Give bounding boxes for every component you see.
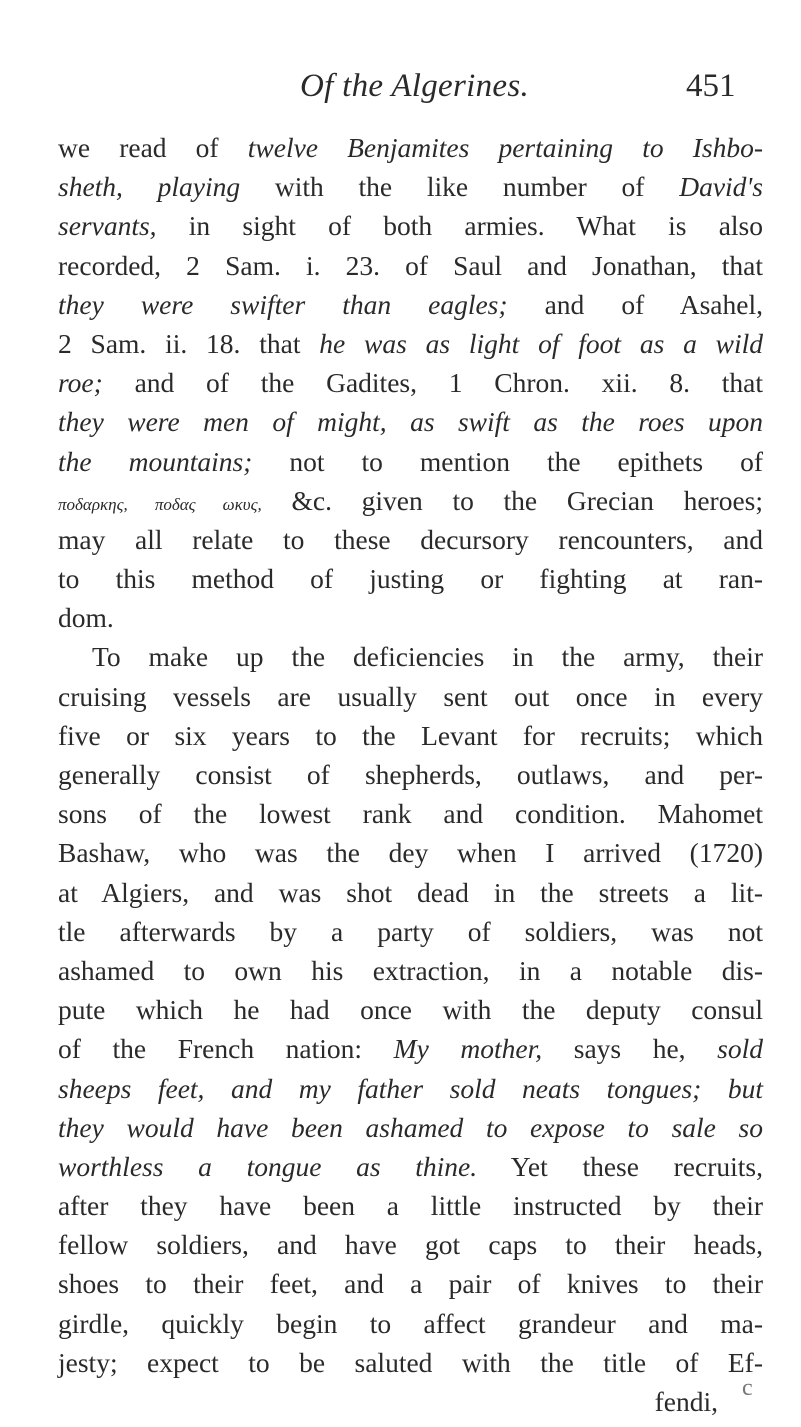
text-line bbox=[58, 637, 763, 676]
text-line bbox=[58, 324, 763, 363]
italic-text: the mountains; bbox=[58, 445, 253, 477]
text-line bbox=[58, 598, 763, 637]
italic-text: they would have been ashamed to expose to sale so bbox=[58, 1111, 763, 1143]
text-run: pute which he had once with the deputy consul bbox=[58, 994, 763, 1026]
text-run: says he, bbox=[542, 1033, 718, 1065]
text-line bbox=[58, 912, 763, 951]
text-line bbox=[58, 442, 763, 481]
text-run: girdle, quickly begin to affect grandeur and ma- bbox=[58, 1307, 763, 1339]
text-run: not to mention the epithets of bbox=[252, 445, 763, 477]
text-run: sons of the lowest rank and condition. Mahomet bbox=[58, 798, 763, 830]
text-line bbox=[58, 128, 763, 167]
text-run: recorded, 2 Sam. i. 23. of Saul and Jonathan, that bbox=[58, 249, 763, 281]
text-line bbox=[58, 677, 763, 716]
italic-text: worthless a tongue as thine. bbox=[58, 1150, 478, 1182]
italic-text: they were swifter than eagles; bbox=[58, 288, 508, 320]
text-run: ashamed to own his extraction, in a notable dis- bbox=[58, 954, 763, 986]
text-run: we read of bbox=[58, 132, 248, 163]
text-line bbox=[58, 990, 763, 1029]
text-run: dom. bbox=[58, 602, 114, 634]
text-run: may all relate to these decursory rencounters, and bbox=[58, 523, 763, 555]
text-run: in sight of both armies. What is also bbox=[156, 210, 763, 242]
text-run: fellow soldiers, and have got caps to their heads, bbox=[58, 1229, 763, 1261]
text-line bbox=[58, 206, 763, 245]
text-line bbox=[58, 833, 763, 872]
italic-text: servants, bbox=[58, 210, 157, 242]
italic-text: twelve Benjamites pertaining to Ishbo- bbox=[247, 132, 764, 163]
text-line bbox=[58, 1304, 763, 1343]
text-line bbox=[58, 1264, 763, 1303]
text-line bbox=[58, 873, 763, 912]
text-run: of the French nation: bbox=[58, 1033, 394, 1065]
text-run: cruising vessels are usually sent out once in every bbox=[58, 680, 763, 712]
text-run: after they have been a little instructed by their bbox=[58, 1190, 763, 1222]
text-line bbox=[58, 1225, 763, 1264]
text-line bbox=[58, 755, 763, 794]
text-run: shoes to their feet, and a pair of knives to their bbox=[58, 1268, 763, 1300]
text-line bbox=[58, 363, 763, 402]
text-line bbox=[58, 794, 763, 833]
italic-text: they were men of might, as swift as the roes upon bbox=[58, 406, 763, 438]
text-line bbox=[58, 246, 763, 285]
italic-text: sold bbox=[717, 1033, 763, 1065]
page-number: 451 bbox=[686, 68, 736, 104]
text-line bbox=[58, 716, 763, 755]
italic-text: sheth, playing bbox=[58, 171, 241, 203]
text-run: at Algiers, and was shot dead in the streets a lit- bbox=[58, 876, 763, 908]
text-run: generally consist of shepherds, outlaws, and per- bbox=[58, 759, 763, 790]
text-line bbox=[58, 481, 763, 520]
text-run: five or six years to the Levant for recruits; which bbox=[58, 719, 763, 751]
italic-text: sheeps feet, and my father sold neats tongues; but bbox=[58, 1072, 763, 1104]
italic-text: My mother, bbox=[393, 1033, 543, 1065]
italic-text: roe; bbox=[58, 367, 103, 399]
text-line bbox=[58, 285, 763, 324]
page-header bbox=[0, 68, 801, 108]
greek-text: ποδαρκης, ποδας ωκυς, bbox=[58, 494, 262, 514]
corner-mark: c bbox=[742, 1375, 753, 1401]
text-line bbox=[58, 520, 763, 559]
text-line bbox=[58, 402, 763, 441]
italic-text: David's bbox=[679, 171, 763, 203]
text-run: &c. given to the Grecian heroes; bbox=[261, 484, 763, 516]
italic-text: he was as light of foot as a wild bbox=[319, 327, 763, 359]
body-text bbox=[58, 128, 763, 1421]
text-run: with the like number of bbox=[240, 171, 680, 203]
text-run: fendi, bbox=[654, 1386, 718, 1417]
text-line bbox=[58, 1147, 763, 1186]
text-line bbox=[58, 559, 763, 598]
text-run: 2 Sam. ii. 18. that bbox=[58, 327, 320, 359]
text-run: and of Asahel, bbox=[507, 288, 763, 320]
text-line bbox=[58, 1108, 763, 1147]
text-line bbox=[58, 951, 763, 990]
running-title: Of the Algerines. bbox=[300, 68, 530, 104]
text-run: To make up the deficiencies in the army, their bbox=[92, 641, 763, 673]
text-line bbox=[58, 167, 763, 206]
text-run: Bashaw, who was the dey when I arrived (1720) bbox=[58, 837, 763, 869]
text-run: to this method of justing or fighting at ran- bbox=[58, 563, 763, 595]
text-run: jesty; expect to be saluted with the title of Ef- bbox=[58, 1346, 763, 1378]
text-run: and of the Gadites, 1 Chron. xii. 8. that bbox=[102, 367, 763, 399]
text-line bbox=[58, 1069, 763, 1108]
text-line bbox=[58, 1186, 763, 1225]
text-line bbox=[58, 1343, 763, 1382]
text-run: Yet these recruits, bbox=[477, 1150, 763, 1182]
text-line bbox=[58, 1029, 763, 1068]
text-line bbox=[58, 1382, 763, 1421]
text-run: tle afterwards by a party of soldiers, was not bbox=[58, 915, 763, 947]
